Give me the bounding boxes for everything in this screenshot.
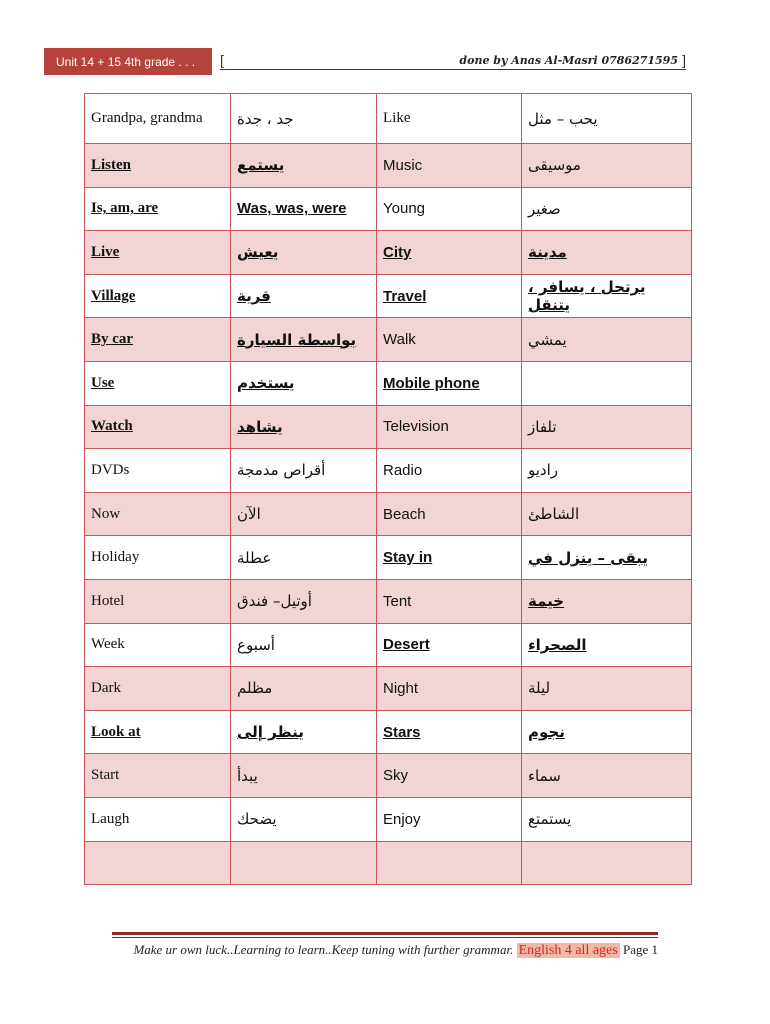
arabic-meaning: يشاهد <box>231 405 377 449</box>
arabic-meaning: خيمة <box>522 579 692 623</box>
english-word: Listen <box>85 144 231 188</box>
arabic-meaning: جد ، جدة <box>231 94 377 144</box>
footer-divider <box>112 932 658 935</box>
footer-highlight: English 4 all ages <box>518 943 618 958</box>
arabic-meaning: موسيقى <box>522 144 692 188</box>
english-word: Start <box>85 754 231 798</box>
english-word: City <box>377 231 522 275</box>
english-word: Use <box>85 361 231 405</box>
table-row <box>85 623 692 667</box>
arabic-meaning: صغير <box>522 187 692 231</box>
arabic-meaning: أوتيل– فندق <box>231 579 377 623</box>
arabic-meaning: راديو <box>522 449 692 493</box>
table-row <box>85 318 692 362</box>
arabic-meaning: مظلم <box>231 667 377 711</box>
table-row <box>85 754 692 798</box>
english-word: Television <box>377 405 522 449</box>
table-row <box>85 187 692 231</box>
arabic-meaning: أقراص مدمجة <box>231 449 377 493</box>
arabic-meaning: سماء <box>522 754 692 798</box>
english-word: Walk <box>377 318 522 362</box>
arabic-meaning: يستخدم <box>231 361 377 405</box>
arabic-meaning: الشاطئ <box>522 492 692 536</box>
english-word: Live <box>85 231 231 275</box>
english-word: Radio <box>377 449 522 493</box>
table-row <box>85 710 692 754</box>
arabic-meaning: قرية <box>231 274 377 318</box>
bracket-left: [ <box>220 52 224 68</box>
arabic-meaning: تلفاز <box>522 405 692 449</box>
arabic-meaning: الآن <box>231 492 377 536</box>
table-row <box>85 797 692 841</box>
english-word: Desert <box>377 623 522 667</box>
table-row <box>85 231 692 275</box>
english-word: Watch <box>85 405 231 449</box>
english-word: Hotel <box>85 579 231 623</box>
arabic-meaning: ليلة <box>522 667 692 711</box>
empty-cell <box>522 841 692 885</box>
english-word: Grandpa, grandma <box>85 94 231 144</box>
english-word: Laugh <box>85 797 231 841</box>
past-form: Was, was, were <box>231 187 377 231</box>
empty-cell <box>377 841 522 885</box>
english-word: Night <box>377 667 522 711</box>
english-word: Sky <box>377 754 522 798</box>
english-word: Tent <box>377 579 522 623</box>
english-word: Young <box>377 187 522 231</box>
arabic-meaning: يستمع <box>231 144 377 188</box>
vocabulary-table <box>84 93 692 885</box>
arabic-meaning: يبقى – ينزل في <box>522 536 692 580</box>
empty-cell <box>231 841 377 885</box>
english-word: Travel <box>377 274 522 318</box>
arabic-meaning: يرتحل ، يسافر ، يتنقل <box>522 274 692 318</box>
arabic-meaning: الصحراء <box>522 623 692 667</box>
english-word: Look at <box>85 710 231 754</box>
english-word: Week <box>85 623 231 667</box>
table-row <box>85 94 692 144</box>
arabic-meaning: يضحك <box>231 797 377 841</box>
table-row <box>85 667 692 711</box>
english-word: Village <box>85 274 231 318</box>
arabic-meaning: بواسطة السيارة <box>231 318 377 362</box>
table-row <box>85 841 692 885</box>
arabic-meaning: نجوم <box>522 710 692 754</box>
english-word: Mobile phone <box>377 361 522 405</box>
english-word: Is, am, are <box>85 187 231 231</box>
page-number: Page 1 <box>622 942 658 957</box>
bracket-right: ] <box>682 52 686 68</box>
author-credit: done by Anas Al-Masri 0786271595 <box>459 54 678 67</box>
arabic-meaning: مدينة <box>522 231 692 275</box>
footer-divider-thin <box>112 937 658 938</box>
arabic-meaning: يستمتع <box>522 797 692 841</box>
empty-cell <box>85 841 231 885</box>
table-row <box>85 361 692 405</box>
english-word: Beach <box>377 492 522 536</box>
footer-motto: Make ur own luck..Learning to learn..Keep tuning with further grammar. <box>133 942 514 957</box>
table-row <box>85 449 692 493</box>
english-word: Like <box>377 94 522 144</box>
english-word: Stars <box>377 710 522 754</box>
arabic-meaning: ينظر إلى <box>231 710 377 754</box>
table-row <box>85 492 692 536</box>
english-word: Stay in <box>377 536 522 580</box>
english-word: Enjoy <box>377 797 522 841</box>
table-row <box>85 536 692 580</box>
arabic-meaning <box>522 361 692 405</box>
english-word: Dark <box>85 667 231 711</box>
english-word: By car <box>85 318 231 362</box>
arabic-meaning: يحب – مثل <box>522 94 692 144</box>
table-row <box>85 274 692 318</box>
unit-label: Unit 14 + 15 4th grade . . . <box>44 48 212 75</box>
arabic-meaning: يعيش <box>231 231 377 275</box>
header-credit-line <box>220 53 686 70</box>
arabic-meaning: أسبوع <box>231 623 377 667</box>
table-row <box>85 579 692 623</box>
table-row <box>85 144 692 188</box>
page-footer <box>112 942 658 959</box>
arabic-meaning: يبدأ <box>231 754 377 798</box>
table-row <box>85 405 692 449</box>
english-word: DVDs <box>85 449 231 493</box>
arabic-meaning: يمشي <box>522 318 692 362</box>
english-word: Holiday <box>85 536 231 580</box>
english-word: Music <box>377 144 522 188</box>
arabic-meaning: عطلة <box>231 536 377 580</box>
english-word: Now <box>85 492 231 536</box>
